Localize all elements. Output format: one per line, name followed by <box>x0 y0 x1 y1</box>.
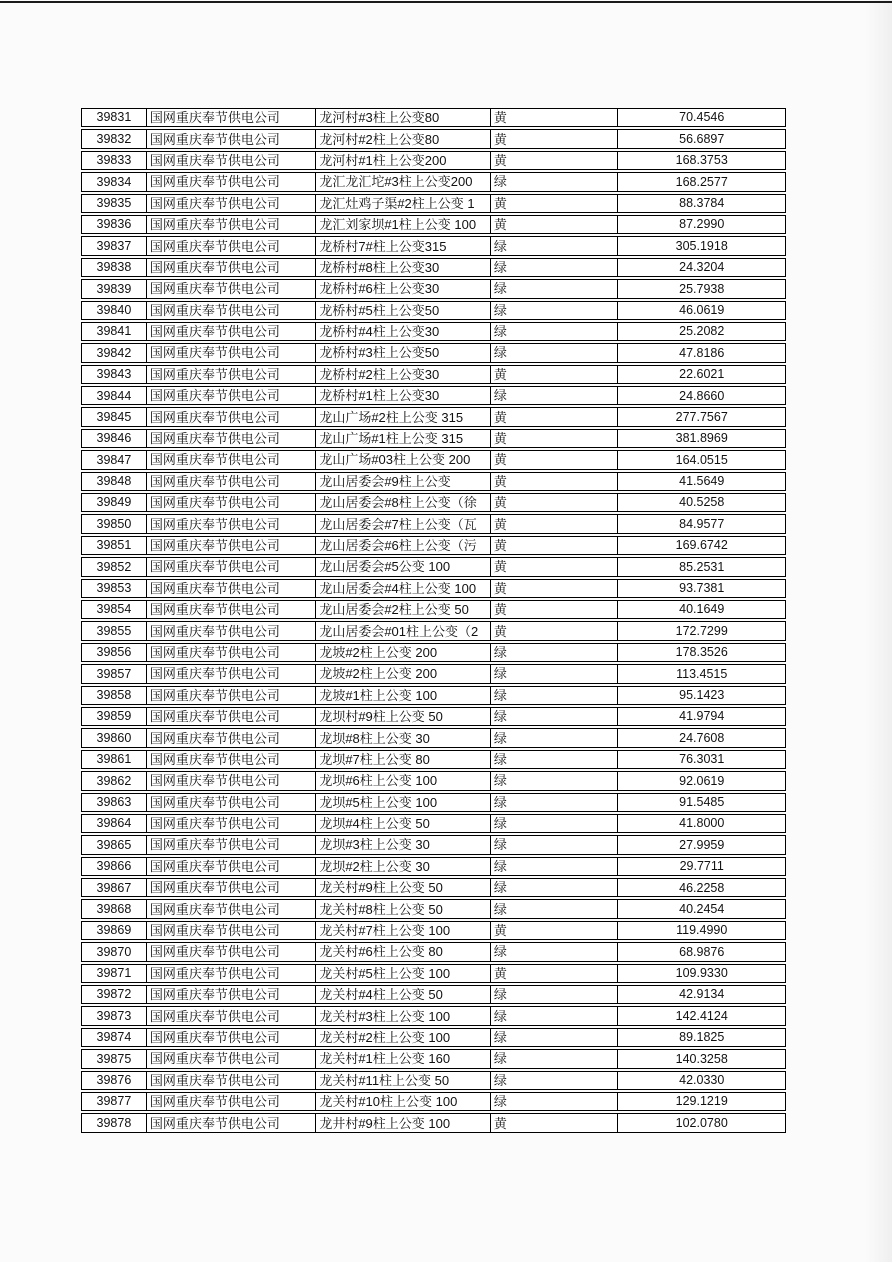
table-row <box>81 621 786 640</box>
table-row <box>81 664 786 683</box>
cell-device: 龙桥村#5柱上公变50 <box>316 302 491 319</box>
table-row <box>81 472 786 491</box>
table-row <box>81 429 786 448</box>
table-row <box>81 407 786 426</box>
cell-id: 39870 <box>82 943 147 960</box>
cell-value: 46.0619 <box>679 302 725 317</box>
table-row <box>81 921 786 940</box>
cell-company: 国网重庆奉节供电公司 <box>147 387 317 404</box>
cell-id: 39864 <box>82 815 147 832</box>
cell-value: 277.7567 <box>675 409 728 424</box>
table-row <box>81 151 786 170</box>
cell-value: 41.8000 <box>679 816 725 831</box>
cell-value: 140.3258 <box>675 1051 728 1066</box>
cell-status: 绿 <box>491 280 619 297</box>
cell-device: 龙桥村7#柱上公变315 <box>316 237 491 254</box>
cell-company: 国网重庆奉节供电公司 <box>147 965 317 982</box>
cell-company: 国网重庆奉节供电公司 <box>147 601 317 618</box>
cell-value: 76.3031 <box>679 752 725 767</box>
cell-company: 国网重庆奉节供电公司 <box>147 943 317 960</box>
cell-status: 绿 <box>491 900 619 917</box>
cell-device: 龙关村#3柱上公变 100 <box>316 1007 491 1024</box>
cell-company: 国网重庆奉节供电公司 <box>147 259 317 276</box>
cell-device: 龙坡#1柱上公变 100 <box>316 687 491 704</box>
cell-status: 黄 <box>491 622 619 639</box>
cell-value: 40.1649 <box>679 602 725 617</box>
cell-company: 国网重庆奉节供电公司 <box>147 323 317 340</box>
table-row <box>81 579 786 598</box>
cell-id: 39852 <box>82 558 147 575</box>
cell-status: 绿 <box>491 1007 619 1024</box>
cell-company: 国网重庆奉节供电公司 <box>147 1050 317 1067</box>
cell-status: 绿 <box>491 237 619 254</box>
cell-id: 39875 <box>82 1050 147 1067</box>
table-row <box>81 835 786 854</box>
table-row <box>81 279 786 298</box>
table-row <box>81 899 786 918</box>
cell-status: 绿 <box>491 173 619 190</box>
cell-device: 龙关村#6柱上公变 80 <box>316 943 491 960</box>
cell-id: 39847 <box>82 451 147 468</box>
cell-device: 龙山居委会#8柱上公变（徐 <box>316 494 491 511</box>
cell-value: 381.8969 <box>675 431 728 446</box>
cell-company: 国网重庆奉节供电公司 <box>147 708 317 725</box>
cell-value: 95.1423 <box>679 687 725 702</box>
cell-device: 龙山居委会#7柱上公变（瓦 <box>316 515 491 532</box>
cell-status: 绿 <box>491 302 619 319</box>
cell-value: 70.4546 <box>679 110 725 125</box>
cell-status: 绿 <box>491 644 619 661</box>
cell-status: 黄 <box>491 580 619 597</box>
cell-device: 龙关村#10柱上公变 100 <box>316 1093 491 1110</box>
cell-status: 黄 <box>491 515 619 532</box>
cell-status: 绿 <box>491 1072 619 1089</box>
table-row <box>81 365 786 384</box>
cell-device: 龙坝#3柱上公变 30 <box>316 836 491 853</box>
cell-id: 39832 <box>82 130 147 147</box>
cell-company: 国网重庆奉节供电公司 <box>147 644 317 661</box>
cell-id: 39848 <box>82 473 147 490</box>
cell-company: 国网重庆奉节供电公司 <box>147 1093 317 1110</box>
cell-id: 39862 <box>82 772 147 789</box>
cell-value: 46.2258 <box>679 880 725 895</box>
cell-company: 国网重庆奉节供电公司 <box>147 451 317 468</box>
cell-status: 黄 <box>491 473 619 490</box>
cell-value: 142.4124 <box>675 1008 728 1023</box>
cell-company: 国网重庆奉节供电公司 <box>147 687 317 704</box>
cell-value: 41.9794 <box>679 709 725 724</box>
cell-status: 绿 <box>491 387 619 404</box>
table-row <box>81 236 786 255</box>
cell-id: 39854 <box>82 601 147 618</box>
cell-value: 169.6742 <box>675 538 728 553</box>
cell-company: 国网重庆奉节供电公司 <box>147 558 317 575</box>
cell-value: 92.0619 <box>679 773 725 788</box>
cell-value: 87.2990 <box>679 217 725 232</box>
cell-id: 39838 <box>82 259 147 276</box>
cell-id: 39858 <box>82 687 147 704</box>
cell-id: 39859 <box>82 708 147 725</box>
cell-id: 39866 <box>82 858 147 875</box>
cell-id: 39846 <box>82 430 147 447</box>
cell-status: 黄 <box>491 922 619 939</box>
cell-company: 国网重庆奉节供电公司 <box>147 986 317 1003</box>
cell-device: 龙桥村#1柱上公变30 <box>316 387 491 404</box>
table-row <box>81 215 786 234</box>
cell-company: 国网重庆奉节供电公司 <box>147 109 317 126</box>
cell-value: 113.4515 <box>676 666 728 681</box>
cell-company: 国网重庆奉节供电公司 <box>147 1072 317 1089</box>
cell-value: 89.1825 <box>679 1030 725 1045</box>
cell-id: 39844 <box>82 387 147 404</box>
cell-id: 39865 <box>82 836 147 853</box>
table-row <box>81 600 786 619</box>
cell-id: 39837 <box>82 237 147 254</box>
cell-id: 39860 <box>82 729 147 746</box>
table-row <box>81 343 786 362</box>
cell-id: 39840 <box>82 302 147 319</box>
cell-value: 68.9876 <box>679 944 725 959</box>
cell-device: 龙汇刘家坝#1柱上公变 100 <box>316 216 491 233</box>
cell-value: 29.7711 <box>679 859 724 874</box>
table-row <box>81 1049 786 1068</box>
table-row <box>81 686 786 705</box>
cell-value: 119.4990 <box>676 923 728 938</box>
table-row <box>81 793 786 812</box>
cell-device: 龙桥村#4柱上公变30 <box>316 323 491 340</box>
cell-id: 39878 <box>82 1114 147 1131</box>
cell-status: 绿 <box>491 1093 619 1110</box>
cell-company: 国网重庆奉节供电公司 <box>147 836 317 853</box>
table-row <box>81 301 786 320</box>
cell-value: 172.7299 <box>675 623 728 638</box>
cell-device: 龙关村#5柱上公变 100 <box>316 965 491 982</box>
cell-status: 绿 <box>491 836 619 853</box>
cell-value: 102.0780 <box>675 1115 728 1130</box>
cell-id: 39863 <box>82 794 147 811</box>
cell-status: 黄 <box>491 494 619 511</box>
cell-device: 龙汇灶鸡子渠#2柱上公变 1 <box>316 195 491 212</box>
cell-value: 178.3526 <box>675 645 728 660</box>
cell-value: 41.5649 <box>679 474 725 489</box>
cell-company: 国网重庆奉节供电公司 <box>147 195 317 212</box>
cell-value: 40.2454 <box>679 901 725 916</box>
cell-id: 39849 <box>82 494 147 511</box>
cell-company: 国网重庆奉节供电公司 <box>147 494 317 511</box>
cell-device: 龙坝#5柱上公变 100 <box>316 794 491 811</box>
cell-device: 龙关村#2柱上公变 100 <box>316 1029 491 1046</box>
cell-id: 39873 <box>82 1007 147 1024</box>
cell-device: 龙山广场#03柱上公变 200 <box>316 451 491 468</box>
cell-company: 国网重庆奉节供电公司 <box>147 173 317 190</box>
cell-device: 龙桥村#3柱上公变50 <box>316 344 491 361</box>
cell-id: 39874 <box>82 1029 147 1046</box>
cell-company: 国网重庆奉节供电公司 <box>147 1114 317 1131</box>
table-row <box>81 322 786 341</box>
cell-id: 39856 <box>82 644 147 661</box>
cell-device: 龙河村#3柱上公变80 <box>316 109 491 126</box>
cell-id: 39851 <box>82 537 147 554</box>
cell-value: 84.9577 <box>679 516 725 531</box>
cell-status: 绿 <box>491 323 619 340</box>
cell-id: 39855 <box>82 622 147 639</box>
cell-status: 绿 <box>491 1029 619 1046</box>
cell-device: 龙关村#4柱上公变 50 <box>316 986 491 1003</box>
cell-company: 国网重庆奉节供电公司 <box>147 280 317 297</box>
table-row <box>81 1113 786 1132</box>
cell-value: 47.8186 <box>679 345 725 360</box>
table-row <box>81 514 786 533</box>
cell-value: 42.9134 <box>679 987 725 1002</box>
cell-device: 龙汇龙汇坨#3柱上公变200 <box>316 173 491 190</box>
cell-id: 39841 <box>82 323 147 340</box>
cell-status: 黄 <box>491 430 619 447</box>
cell-device: 龙山居委会#5公变 100 <box>316 558 491 575</box>
cell-value: 24.7608 <box>679 730 725 745</box>
table-row <box>81 108 786 127</box>
table-row <box>81 450 786 469</box>
cell-company: 国网重庆奉节供电公司 <box>147 152 317 169</box>
cell-value: 85.2531 <box>679 559 725 574</box>
cell-value: 56.6897 <box>679 131 725 146</box>
cell-device: 龙坝#2柱上公变 30 <box>316 858 491 875</box>
cell-device: 龙山居委会#6柱上公变（污 <box>316 537 491 554</box>
cell-value: 91.5485 <box>679 794 725 809</box>
cell-device: 龙桥村#2柱上公变30 <box>316 366 491 383</box>
cell-id: 39839 <box>82 280 147 297</box>
table-row <box>81 172 786 191</box>
cell-device: 龙井村#9柱上公变 100 <box>316 1114 491 1131</box>
cell-status: 绿 <box>491 858 619 875</box>
table-row <box>81 942 786 961</box>
cell-company: 国网重庆奉节供电公司 <box>147 922 317 939</box>
cell-device: 龙河村#2柱上公变80 <box>316 130 491 147</box>
cell-value: 305.1918 <box>675 238 728 253</box>
cell-company: 国网重庆奉节供电公司 <box>147 1007 317 1024</box>
cell-company: 国网重庆奉节供电公司 <box>147 344 317 361</box>
cell-device: 龙山广场#1柱上公变 315 <box>316 430 491 447</box>
cell-status: 绿 <box>491 772 619 789</box>
table-row <box>81 1092 786 1111</box>
cell-id: 39842 <box>82 344 147 361</box>
cell-device: 龙关村#11柱上公变 50 <box>316 1072 491 1089</box>
cell-status: 黄 <box>491 195 619 212</box>
cell-id: 39836 <box>82 216 147 233</box>
table-row <box>81 536 786 555</box>
cell-device: 龙关村#1柱上公变 160 <box>316 1050 491 1067</box>
cell-value: 93.7381 <box>679 581 725 596</box>
cell-device: 龙山居委会#9柱上公变 <box>316 473 491 490</box>
top-rule <box>0 1 892 3</box>
cell-status: 黄 <box>491 109 619 126</box>
table-row <box>81 857 786 876</box>
cell-company: 国网重庆奉节供电公司 <box>147 302 317 319</box>
cell-status: 黄 <box>491 965 619 982</box>
cell-device: 龙坝#7柱上公变 80 <box>316 751 491 768</box>
cell-company: 国网重庆奉节供电公司 <box>147 366 317 383</box>
cell-status: 绿 <box>491 751 619 768</box>
cell-status: 黄 <box>491 601 619 618</box>
cell-device: 龙山居委会#2柱上公变 50 <box>316 601 491 618</box>
table-row <box>81 985 786 1004</box>
cell-company: 国网重庆奉节供电公司 <box>147 237 317 254</box>
cell-company: 国网重庆奉节供电公司 <box>147 1029 317 1046</box>
cell-status: 黄 <box>491 152 619 169</box>
cell-device: 龙坝#8柱上公变 30 <box>316 729 491 746</box>
cell-id: 39872 <box>82 986 147 1003</box>
cell-id: 39857 <box>82 665 147 682</box>
cell-status: 绿 <box>491 344 619 361</box>
cell-value: 24.8660 <box>679 388 725 403</box>
table-row <box>81 771 786 790</box>
cell-status: 绿 <box>491 665 619 682</box>
table-row <box>81 557 786 576</box>
cell-device: 龙山广场#2柱上公变 315 <box>316 408 491 425</box>
cell-device: 龙山居委会#4柱上公变 100 <box>316 580 491 597</box>
cell-status: 绿 <box>491 794 619 811</box>
cell-status: 黄 <box>491 408 619 425</box>
table-row <box>81 386 786 405</box>
table-row <box>81 493 786 512</box>
cell-id: 39868 <box>82 900 147 917</box>
cell-status: 绿 <box>491 986 619 1003</box>
cell-company: 国网重庆奉节供电公司 <box>147 580 317 597</box>
table-row <box>81 1028 786 1047</box>
cell-company: 国网重庆奉节供电公司 <box>147 815 317 832</box>
cell-status: 绿 <box>491 259 619 276</box>
cell-status: 绿 <box>491 729 619 746</box>
cell-device: 龙山居委会#01柱上公变（2 <box>316 622 491 639</box>
cell-status: 黄 <box>491 1114 619 1131</box>
cell-device: 龙关村#8柱上公变 50 <box>316 900 491 917</box>
cell-company: 国网重庆奉节供电公司 <box>147 879 317 896</box>
table-row <box>81 1071 786 1090</box>
cell-company: 国网重庆奉节供电公司 <box>147 408 317 425</box>
cell-company: 国网重庆奉节供电公司 <box>147 537 317 554</box>
cell-id: 39835 <box>82 195 147 212</box>
cell-value: 88.3784 <box>679 196 725 210</box>
cell-status: 黄 <box>491 130 619 147</box>
cell-value: 24.3204 <box>679 260 725 275</box>
cell-value: 27.9959 <box>679 837 725 852</box>
cell-company: 国网重庆奉节供电公司 <box>147 900 317 917</box>
cell-company: 国网重庆奉节供电公司 <box>147 665 317 682</box>
cell-status: 绿 <box>491 1050 619 1067</box>
table-row <box>81 814 786 833</box>
cell-id: 39853 <box>82 580 147 597</box>
cell-value: 25.2082 <box>679 324 725 339</box>
cell-device: 龙关村#9柱上公变 50 <box>316 879 491 896</box>
cell-device: 龙关村#7柱上公变 100 <box>316 922 491 939</box>
cell-value: 25.7938 <box>679 281 725 296</box>
cell-status: 绿 <box>491 815 619 832</box>
cell-id: 39833 <box>82 152 147 169</box>
cell-status: 黄 <box>491 366 619 383</box>
cell-status: 绿 <box>491 879 619 896</box>
cell-device: 龙坡#2柱上公变 200 <box>316 665 491 682</box>
table-row <box>81 194 786 213</box>
cell-device: 龙河村#1柱上公变200 <box>316 152 491 169</box>
cell-company: 国网重庆奉节供电公司 <box>147 473 317 490</box>
cell-status: 黄 <box>491 558 619 575</box>
cell-status: 绿 <box>491 687 619 704</box>
cell-status: 绿 <box>491 943 619 960</box>
data-table <box>81 108 786 1135</box>
table-row <box>81 643 786 662</box>
table-row <box>81 129 786 148</box>
cell-id: 39869 <box>82 922 147 939</box>
table-row <box>81 964 786 983</box>
cell-status: 绿 <box>491 708 619 725</box>
cell-company: 国网重庆奉节供电公司 <box>147 772 317 789</box>
cell-company: 国网重庆奉节供电公司 <box>147 130 317 147</box>
cell-id: 39861 <box>82 751 147 768</box>
cell-value: 42.0330 <box>679 1073 725 1088</box>
cell-value: 164.0515 <box>675 452 728 467</box>
cell-company: 国网重庆奉节供电公司 <box>147 430 317 447</box>
cell-id: 39877 <box>82 1093 147 1110</box>
cell-status: 黄 <box>491 451 619 468</box>
cell-company: 国网重庆奉节供电公司 <box>147 751 317 768</box>
cell-device: 龙坡#2柱上公变 200 <box>316 644 491 661</box>
cell-id: 39867 <box>82 879 147 896</box>
cell-value: 168.2577 <box>675 174 728 189</box>
cell-device: 龙桥村#6柱上公变30 <box>316 280 491 297</box>
cell-status: 黄 <box>491 537 619 554</box>
cell-id: 39850 <box>82 515 147 532</box>
table-row <box>81 1006 786 1025</box>
cell-id: 39834 <box>82 173 147 190</box>
cell-id: 39831 <box>82 109 147 126</box>
cell-id: 39876 <box>82 1072 147 1089</box>
cell-value: 22.6021 <box>679 367 725 382</box>
cell-id: 39845 <box>82 408 147 425</box>
table-row <box>81 258 786 277</box>
cell-company: 国网重庆奉节供电公司 <box>147 794 317 811</box>
table-row <box>81 707 786 726</box>
cell-value: 109.9330 <box>675 966 728 981</box>
cell-company: 国网重庆奉节供电公司 <box>147 622 317 639</box>
cell-value: 168.3753 <box>675 153 728 168</box>
table-row <box>81 878 786 897</box>
cell-value: 129.1219 <box>675 1094 728 1109</box>
cell-device: 龙坝#6柱上公变 100 <box>316 772 491 789</box>
cell-device: 龙坝村#9柱上公变 50 <box>316 708 491 725</box>
table-row <box>81 728 786 747</box>
cell-company: 国网重庆奉节供电公司 <box>147 216 317 233</box>
cell-company: 国网重庆奉节供电公司 <box>147 729 317 746</box>
cell-value: 40.5258 <box>679 495 725 510</box>
cell-company: 国网重庆奉节供电公司 <box>147 515 317 532</box>
cell-device: 龙坝#4柱上公变 50 <box>316 815 491 832</box>
table-row <box>81 750 786 769</box>
cell-status: 黄 <box>491 216 619 233</box>
cell-id: 39871 <box>82 965 147 982</box>
cell-id: 39843 <box>82 366 147 383</box>
cell-device: 龙桥村#8柱上公变30 <box>316 259 491 276</box>
cell-company: 国网重庆奉节供电公司 <box>147 858 317 875</box>
